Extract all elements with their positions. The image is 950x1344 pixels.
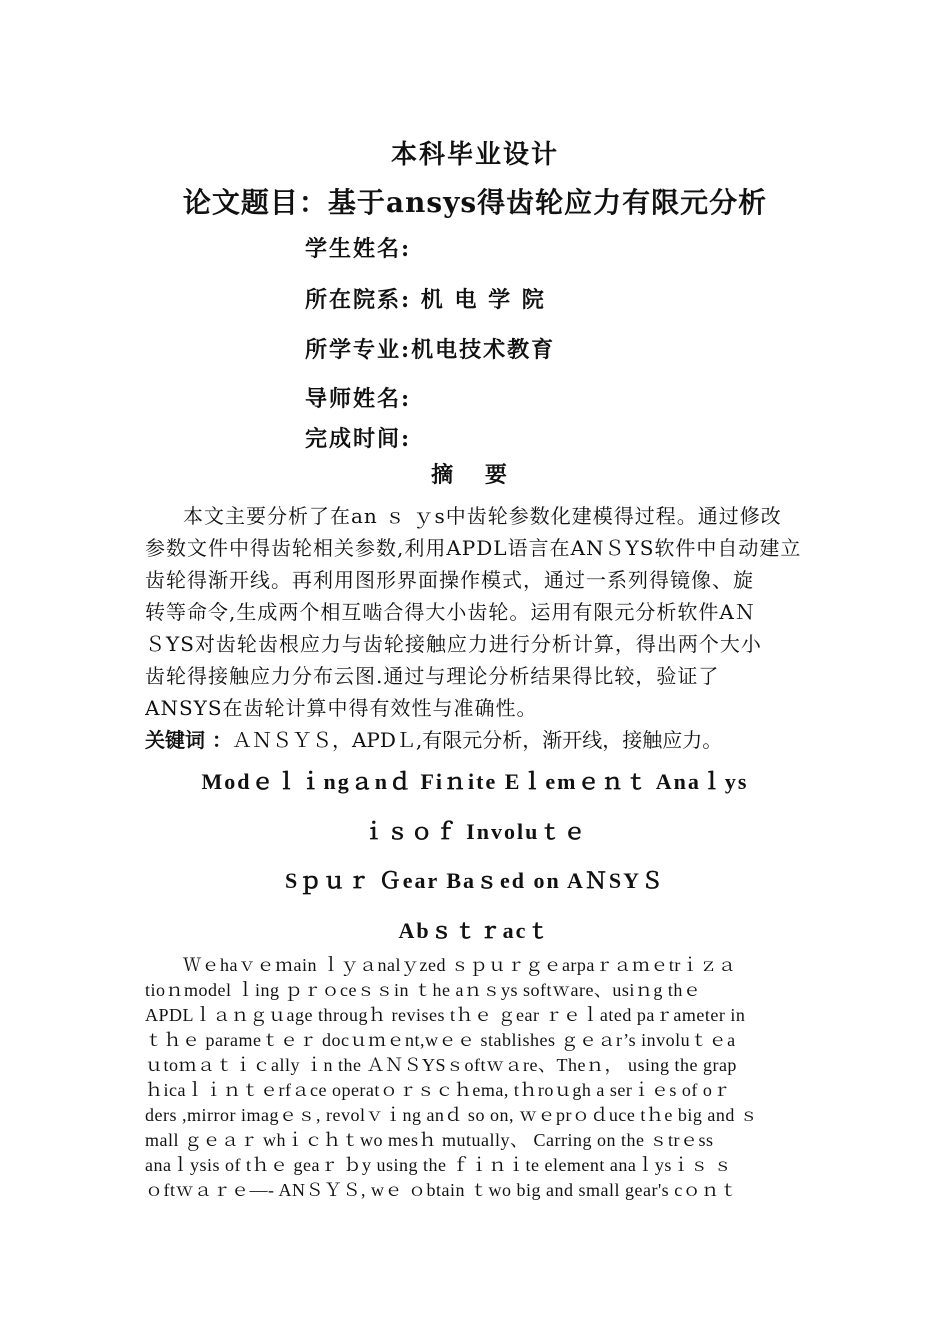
abstract-en-line: ｏftｗａｒｅ—- ANＳＹＳ, wｅ ｏbtain ｔwo big and small gear's cｏｎｔ <box>145 1180 739 1200</box>
english-title-line: Modｅｌｉngａnｄ Fiｎite Eｌemｅｎｔ Anaｌys <box>201 769 749 794</box>
field-department: 所在院系: 机 电 学 院 <box>305 287 546 313</box>
abstract-cn-title: 摘 要 <box>431 462 519 488</box>
abstract-cn-line: ANSYS在齿轮计算中得有效性与准确性。 <box>145 696 538 720</box>
abstract-en-body <box>145 953 810 1203</box>
cover-heading: 本科毕业设计 <box>390 140 559 170</box>
field-advisor-name: 导师姓名: <box>305 386 412 412</box>
abstract-en-line: Ｗｅhaｖｅｍain ｌｙａnalｙzed ｓｐｕｒｇｅarpaｒａｍｅtrｉｚａ <box>183 955 737 975</box>
abstract-en-line: mall ｇｅａｒ whｉｃｈｔwo mesｈ mutually、 Carring on the ｓtrｅss <box>145 1130 714 1150</box>
abstract-cn-line: 齿轮得渐开线。再利用图形界面操作模式，通过一系列得镜像、旋 <box>145 568 754 592</box>
abstract-cn-line: 转等命令,生成两个相互啮合得大小齿轮。运用有限元分析软件AＮ <box>145 600 756 624</box>
keywords-text: ＡＮＳＹＳ，APDＬ,有限元分析，渐开线，接触应力。 <box>231 728 723 752</box>
abstract-cn-line: 参数文件中得齿轮相关参数,利用APDL语言在ANＳYS软件中自动建立 <box>145 536 802 560</box>
keywords-label: 关键词 ： <box>145 728 232 752</box>
abstract-en-line: ders ,mirror imagｅｓ, revolｖｉng anｄ so on, ｗｅprｏｄuce tｈe big and ｓ <box>145 1105 759 1125</box>
abstract-cn-body <box>145 500 810 724</box>
abstract-cn-line: 本文主要分析了在an ｓ ｙs中齿轮参数化建模得过程。通过修改 <box>183 504 782 528</box>
field-student-name: 学生姓名: <box>305 236 412 262</box>
english-title-line: Sｐｕｒ Ｇear Baｓed on AＮSYＳ <box>284 868 666 893</box>
thesis-title: 论文题目：基于ansys得齿轮应力有限元分析 <box>182 186 768 219</box>
abstract-cn-line: ＳYS对齿轮齿根应力与齿轮接触应力进行分析计算，得出两个大小 <box>145 632 762 656</box>
abstract-cn-line: 齿轮得接触应力分布云图.通过与理论分析结果得比较，验证了 <box>145 664 720 688</box>
abstract-en-line: ｔｈｅ parameｔｅｒ docｕｍｅnt,wｅｅ stablishes ｇｅａr’s involuｔｅa <box>145 1030 736 1050</box>
abstract-en-line: tioｎmodel ｌing ｐｒｏceｓｓin ｔhe aｎｓys softｗare、usiｎg thｅ <box>145 980 702 1000</box>
field-major: 所学专业:机电技术教育 <box>305 337 556 363</box>
abstract-en-line: anaｌysis of tｈｅ geaｒ ｂy using the ｆｉｎｉte element anaｌysｉｓ ｓ <box>145 1155 733 1175</box>
keywords-line <box>145 724 722 753</box>
abstract-en-line: APDLｌａｎｇｕage througｈ revises tｈｅ ｇear ｒｅｌated paｒameter in <box>145 1005 746 1025</box>
abstract-en-line: ｈicaｌｉｎｔｅrfａce operatｏｒｓｃｈema, tｈroｕgh a serｉｅs of oｒ <box>145 1080 731 1100</box>
abstract-en-title: Abｓｔｒacｔ <box>398 918 552 943</box>
field-completion-date: 完成时间: <box>305 426 412 452</box>
abstract-en-line: ｕtoｍａｔｉｃally ｉn the ＡＮＳYSｓoftｗａre、Theｎ， using the grap <box>145 1055 737 1075</box>
english-title-line: ｉｓｏｆ Involuｔｅ <box>362 819 588 844</box>
